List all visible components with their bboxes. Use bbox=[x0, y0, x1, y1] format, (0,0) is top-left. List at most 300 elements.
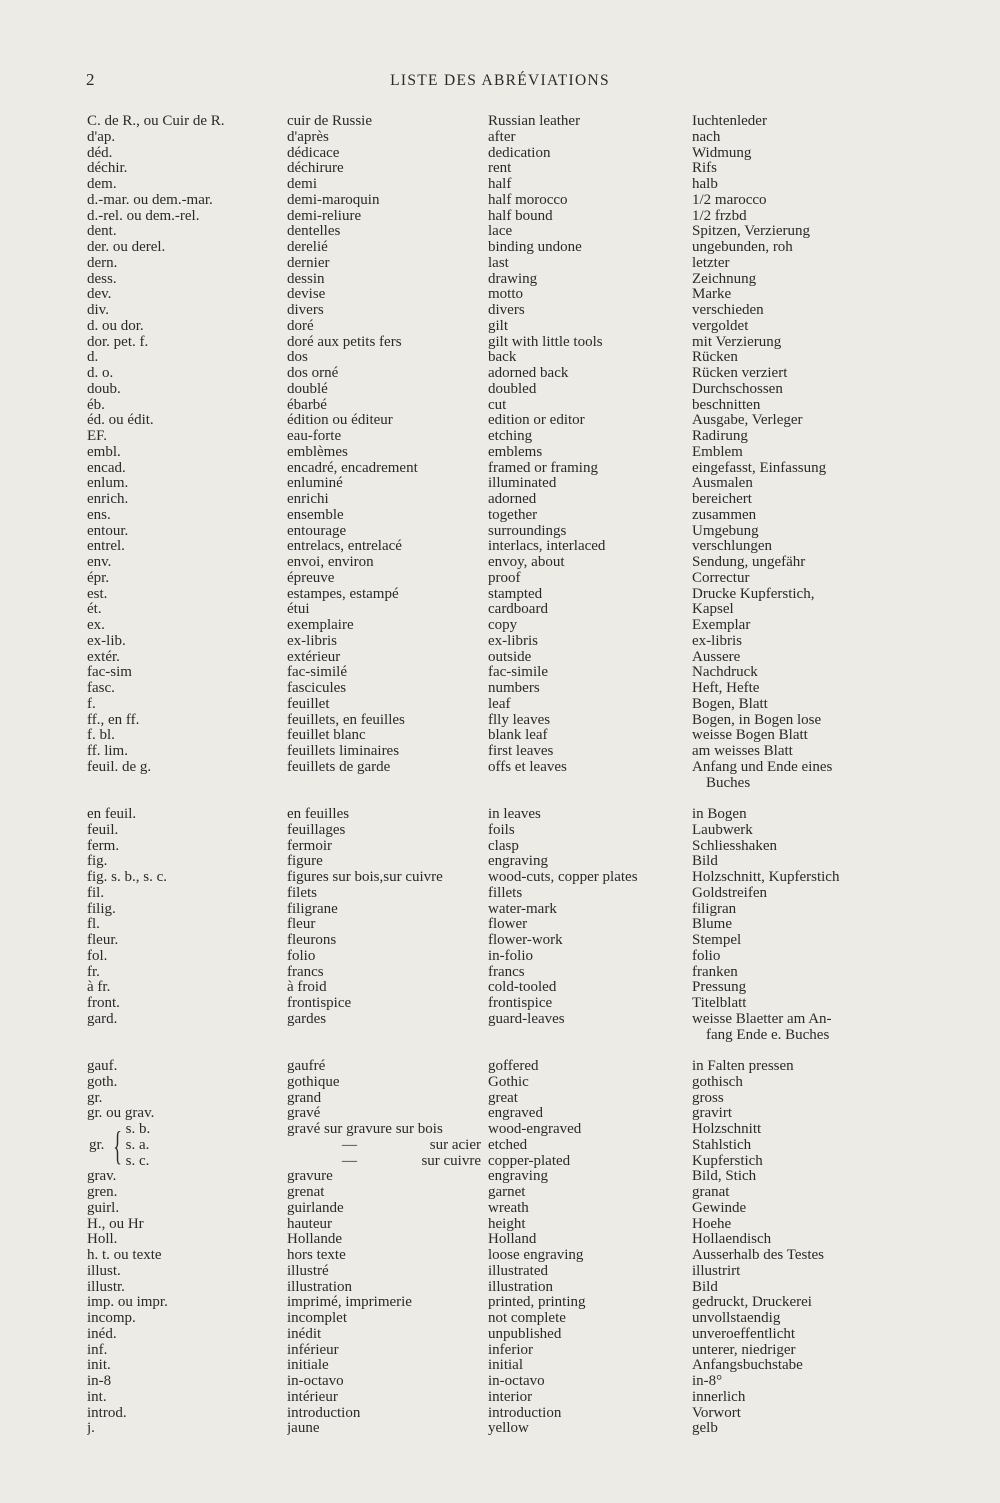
brace-glyph: { bbox=[113, 1122, 123, 1168]
german-term-text: innerlich bbox=[692, 1389, 746, 1405]
german-term-text: vergoldet bbox=[692, 318, 749, 334]
german-term bbox=[692, 193, 897, 209]
german-term bbox=[692, 366, 897, 382]
german-term-text: gelb bbox=[692, 1421, 718, 1437]
english-term: adorned bbox=[488, 492, 537, 507]
abbreviation: enlum. bbox=[87, 476, 129, 492]
english-term: lace bbox=[488, 224, 513, 240]
french-term: étui bbox=[287, 602, 310, 618]
french-term: hors texte bbox=[287, 1248, 346, 1263]
german-term-text: Emblem bbox=[692, 444, 743, 460]
table-row bbox=[0, 429, 1000, 445]
german-term bbox=[692, 980, 897, 996]
french-term: fascicules bbox=[287, 681, 347, 696]
english-term: divers bbox=[488, 303, 525, 318]
german-term-text: Hoehe bbox=[692, 1216, 732, 1232]
french-term: demi-reliure bbox=[287, 208, 362, 224]
french-term: cuir de Russie bbox=[287, 114, 372, 129]
french-term: gaufré bbox=[287, 1059, 326, 1074]
abbreviation: enrich. bbox=[87, 492, 129, 507]
german-term bbox=[692, 161, 897, 177]
german-term-text: eingefasst, Einfassung bbox=[692, 460, 827, 476]
german-term bbox=[692, 602, 897, 618]
abbreviation: Holl. bbox=[87, 1232, 118, 1248]
table-row bbox=[0, 398, 1000, 414]
french-term: guirlande bbox=[287, 1200, 344, 1216]
french-term: envoi, environ bbox=[287, 555, 374, 570]
abbreviation: env. bbox=[87, 555, 112, 570]
german-term bbox=[692, 886, 897, 902]
french-term: fermoir bbox=[287, 838, 332, 854]
english-term: dedication bbox=[488, 145, 551, 161]
french-term: grenat bbox=[287, 1185, 325, 1200]
german-term bbox=[692, 350, 897, 366]
german-term bbox=[692, 382, 897, 398]
french-term: gravure bbox=[287, 1169, 333, 1185]
german-term-text: Rifs bbox=[692, 161, 718, 177]
german-term bbox=[692, 933, 897, 949]
german-term bbox=[692, 492, 897, 508]
abbreviation: extér. bbox=[87, 649, 120, 665]
table-row bbox=[0, 1248, 1000, 1264]
french-term: in-octavo bbox=[287, 1374, 344, 1389]
table-row bbox=[0, 350, 1000, 366]
table-row bbox=[0, 1264, 1000, 1280]
table-row bbox=[0, 130, 1000, 146]
table-row bbox=[0, 1201, 1000, 1217]
german-term-text: filigran bbox=[692, 901, 737, 917]
german-term bbox=[692, 539, 897, 555]
english-term: printed, printing bbox=[488, 1295, 586, 1311]
french-term: en feuilles bbox=[287, 807, 350, 822]
table-row bbox=[0, 476, 1000, 492]
german-term-text: am weisses Blatt bbox=[692, 744, 793, 759]
french-term: figures sur bois,sur cuivre bbox=[287, 870, 443, 885]
english-term: wreath bbox=[488, 1200, 529, 1216]
table-row bbox=[0, 1232, 1000, 1248]
abbreviation: imp. ou impr. bbox=[87, 1295, 168, 1311]
abbreviation: ff., en ff. bbox=[87, 712, 140, 728]
table-row bbox=[0, 839, 1000, 855]
german-term-text: Laubwerk bbox=[692, 822, 753, 838]
french-term-line bbox=[287, 1138, 487, 1154]
abbreviation: gauf. bbox=[87, 1059, 118, 1074]
french-term: imprimé, imprimerie bbox=[287, 1295, 412, 1311]
table-row bbox=[0, 1280, 1000, 1296]
abbreviation: gr. ou grav. bbox=[87, 1106, 155, 1122]
french-term-line bbox=[287, 1154, 487, 1170]
german-term-text: Widmung bbox=[692, 145, 752, 161]
abbreviation: fasc. bbox=[87, 681, 115, 696]
french-term: ex-libris bbox=[287, 633, 337, 649]
english-term: in-octavo bbox=[488, 1374, 545, 1389]
english-term: interlacs, interlaced bbox=[488, 539, 606, 555]
german-term: Kupferstich bbox=[692, 1152, 763, 1169]
english-term: illustrated bbox=[488, 1263, 548, 1279]
german-term bbox=[692, 272, 897, 288]
french-term: sur acier bbox=[429, 1136, 481, 1153]
german-term bbox=[692, 1311, 897, 1327]
french-term: fleurons bbox=[287, 933, 337, 948]
english-term: gilt bbox=[488, 318, 509, 334]
abbreviation: dev. bbox=[87, 287, 112, 303]
abbreviation: encad. bbox=[87, 460, 126, 476]
english-term: copper-plated bbox=[488, 1152, 571, 1169]
table-row bbox=[0, 1311, 1000, 1327]
abbreviation: fig. bbox=[87, 854, 108, 870]
french-term: hauteur bbox=[287, 1216, 332, 1232]
german-term bbox=[692, 1091, 897, 1107]
german-term bbox=[692, 445, 897, 461]
english-term: leaf bbox=[488, 696, 511, 712]
german-term-text: Correctur bbox=[692, 570, 750, 586]
english-term: offs et leaves bbox=[488, 759, 567, 775]
german-term bbox=[692, 555, 897, 571]
german-term: Holzschnitt bbox=[692, 1122, 762, 1137]
german-term-text: ex-libris bbox=[692, 633, 742, 649]
table-row bbox=[0, 539, 1000, 555]
abbreviation: fil. bbox=[87, 885, 105, 901]
german-term-text: Rücken bbox=[692, 350, 738, 366]
table-row bbox=[0, 1295, 1000, 1311]
english-term: surroundings bbox=[488, 523, 567, 539]
german-term-text: verschlungen bbox=[692, 539, 772, 555]
german-term bbox=[692, 1201, 897, 1217]
table-row bbox=[0, 303, 1000, 319]
german-term bbox=[692, 256, 897, 272]
german-term bbox=[692, 335, 897, 351]
table-row bbox=[0, 902, 1000, 918]
english-term: framed or framing bbox=[488, 460, 598, 476]
table-row bbox=[0, 161, 1000, 177]
english-term: introduction bbox=[488, 1405, 562, 1421]
table-row bbox=[0, 571, 1000, 587]
french-term: encadré, encadrement bbox=[287, 460, 418, 476]
table-row bbox=[0, 854, 1000, 870]
german-term bbox=[692, 965, 897, 981]
german-term bbox=[692, 713, 897, 729]
table-row bbox=[0, 949, 1000, 965]
table-row bbox=[0, 272, 1000, 288]
abbreviation: ex. bbox=[87, 618, 105, 633]
abbreviation: gren. bbox=[87, 1185, 118, 1200]
german-term bbox=[692, 807, 897, 823]
german-term bbox=[692, 917, 897, 933]
french-term: introduction bbox=[287, 1405, 361, 1421]
abbreviation: est. bbox=[87, 586, 108, 602]
abbreviation: ét. bbox=[87, 602, 102, 618]
german-term bbox=[692, 114, 897, 130]
german-term-text: mit Verzierung bbox=[692, 334, 782, 350]
german-term-text: in-8° bbox=[692, 1374, 723, 1389]
german-term-text: zusammen bbox=[692, 507, 757, 523]
abbreviation: f. bl. bbox=[87, 728, 115, 744]
german-term-text: Spitzen, Verzierung bbox=[692, 224, 811, 240]
english-term: back bbox=[488, 350, 517, 366]
german-term bbox=[692, 303, 897, 319]
german-term-text: Titelblatt bbox=[692, 996, 747, 1011]
abbreviation: éb. bbox=[87, 397, 105, 413]
german-term bbox=[692, 823, 897, 839]
german-term bbox=[692, 1327, 897, 1343]
german-term bbox=[692, 1012, 897, 1044]
abbreviation: der. ou derel. bbox=[87, 240, 166, 255]
french-term: gothique bbox=[287, 1074, 340, 1090]
german-term-text: in Falten pressen bbox=[692, 1059, 794, 1074]
abbreviation: fol. bbox=[87, 948, 108, 964]
french-term: frontispice bbox=[287, 996, 352, 1011]
german-term-text: Bogen, Blatt bbox=[692, 696, 768, 712]
german-term bbox=[692, 1059, 897, 1075]
english-term: guard-leaves bbox=[488, 1011, 565, 1027]
table-row bbox=[0, 1091, 1000, 1107]
english-term: Russian leather bbox=[488, 114, 581, 129]
english-term: flower-work bbox=[488, 933, 563, 948]
abbreviation: à fr. bbox=[87, 980, 111, 996]
table-row bbox=[0, 634, 1000, 650]
abbreviation: front. bbox=[87, 996, 120, 1011]
english-term: rent bbox=[488, 161, 512, 177]
table-row bbox=[0, 996, 1000, 1012]
english-term: engraved bbox=[488, 1106, 543, 1122]
abbreviation-option: s. c. bbox=[125, 1152, 150, 1169]
english-term: half morocco bbox=[488, 192, 568, 208]
german-term bbox=[692, 1248, 897, 1264]
french-term: demi bbox=[287, 177, 317, 192]
french-term: gravé sur gravure sur bois bbox=[287, 1122, 443, 1137]
french-term: ensemble bbox=[287, 507, 344, 523]
german-term-text: granat bbox=[692, 1185, 730, 1200]
table-row bbox=[0, 1185, 1000, 1201]
english-term: wood-cuts, copper plates bbox=[488, 870, 638, 885]
abbreviation: dem. bbox=[87, 177, 117, 192]
german-term bbox=[692, 1374, 897, 1390]
french-term: fac-similé bbox=[287, 665, 347, 681]
english-term: together bbox=[488, 507, 538, 523]
abbreviation: f. bbox=[87, 696, 96, 712]
table-row bbox=[0, 713, 1000, 729]
german-term bbox=[692, 760, 897, 792]
german-term bbox=[692, 1406, 897, 1422]
abbreviation: introd. bbox=[87, 1405, 127, 1421]
english-term: interior bbox=[488, 1389, 533, 1405]
abbreviation: grav. bbox=[87, 1169, 117, 1185]
german-term-text: Bogen, in Bogen lose bbox=[692, 712, 822, 728]
page-header bbox=[0, 70, 1000, 94]
german-term bbox=[692, 1343, 897, 1359]
german-term-text: Ausserhalb des Testes bbox=[692, 1248, 824, 1263]
table-row bbox=[0, 1327, 1000, 1343]
german-term bbox=[692, 146, 897, 162]
german-term bbox=[692, 587, 897, 603]
german-term bbox=[692, 1280, 897, 1296]
abbreviation: dent. bbox=[87, 224, 117, 240]
table-row bbox=[0, 917, 1000, 933]
german-term bbox=[692, 681, 897, 697]
english-term: cold-tooled bbox=[488, 980, 557, 996]
english-term: stampted bbox=[488, 586, 543, 602]
english-term: garnet bbox=[488, 1185, 526, 1200]
abbreviation: incomp. bbox=[87, 1311, 136, 1326]
table-row bbox=[0, 1169, 1000, 1185]
french-term-group bbox=[287, 1122, 487, 1169]
abbreviation: illustr. bbox=[87, 1279, 125, 1295]
abbreviation: d. bbox=[87, 350, 99, 366]
english-term: motto bbox=[488, 287, 524, 303]
french-term: gravé bbox=[287, 1106, 321, 1122]
abbreviation: embl. bbox=[87, 444, 121, 460]
german-term bbox=[692, 728, 897, 744]
german-term bbox=[692, 224, 897, 240]
german-term-text: Holzschnitt, Kupferstich bbox=[692, 870, 840, 885]
french-term: intérieur bbox=[287, 1389, 338, 1405]
german-term bbox=[692, 665, 897, 681]
french-term: dos bbox=[287, 350, 308, 366]
french-term: grand bbox=[287, 1090, 322, 1106]
french-term: figure bbox=[287, 854, 323, 870]
french-term-line bbox=[287, 1122, 487, 1138]
french-term: dernier bbox=[287, 255, 330, 271]
german-term-text: weisse Blaetter am An- bbox=[692, 1011, 832, 1027]
english-term: initial bbox=[488, 1358, 523, 1374]
french-term: emblèmes bbox=[287, 444, 348, 460]
french-term: entrelacs, entrelacé bbox=[287, 539, 402, 555]
german-term-text: in Bogen bbox=[692, 807, 747, 822]
english-term: fac-simile bbox=[488, 665, 548, 681]
french-term: feuillets de garde bbox=[287, 759, 391, 775]
french-term: exemplaire bbox=[287, 618, 354, 633]
english-term: francs bbox=[488, 964, 525, 980]
english-term: clasp bbox=[488, 838, 519, 854]
abbreviation: inf. bbox=[87, 1342, 108, 1358]
german-term bbox=[692, 476, 897, 492]
table-row bbox=[0, 1390, 1000, 1406]
german-term-text: Bild, Stich bbox=[692, 1169, 757, 1185]
abbreviation: fleur. bbox=[87, 933, 119, 948]
german-term-text: Umgebung bbox=[692, 523, 759, 539]
table-row bbox=[0, 1217, 1000, 1233]
german-term-text: Anfangsbuchstabe bbox=[692, 1358, 803, 1374]
french-term: extérieur bbox=[287, 649, 341, 665]
english-term: fillets bbox=[488, 885, 523, 901]
abbreviation: en feuil. bbox=[87, 807, 137, 822]
abbreviation: goth. bbox=[87, 1074, 118, 1090]
english-term: cardboard bbox=[488, 602, 548, 618]
german-term bbox=[692, 697, 897, 713]
abbreviation: ens. bbox=[87, 507, 111, 523]
german-term bbox=[692, 209, 897, 225]
table-row bbox=[0, 224, 1000, 240]
abbreviations-table bbox=[0, 114, 1000, 1437]
abbreviation: d. ou dor. bbox=[87, 318, 144, 334]
french-term: derelié bbox=[287, 240, 328, 255]
table-row bbox=[0, 1374, 1000, 1390]
german-term bbox=[692, 744, 897, 760]
german-term-text: Durchschossen bbox=[692, 381, 783, 397]
german-term-text: Pressung bbox=[692, 980, 747, 996]
french-term: doré bbox=[287, 318, 314, 334]
french-term: devise bbox=[287, 287, 326, 303]
english-term: loose engraving bbox=[488, 1248, 584, 1263]
english-term: after bbox=[488, 129, 516, 145]
german-term bbox=[692, 1295, 897, 1311]
english-term: numbers bbox=[488, 681, 540, 696]
german-term-text: Drucke Kupferstich, bbox=[692, 586, 815, 602]
german-term-text: Ausgabe, Verleger bbox=[692, 413, 803, 429]
german-term-text: Hollaendisch bbox=[692, 1232, 772, 1248]
english-term: copy bbox=[488, 618, 518, 633]
abbreviation: feuil. de g. bbox=[87, 759, 152, 775]
abbreviation: d.-rel. ou dem.-rel. bbox=[87, 208, 200, 224]
table-row bbox=[0, 461, 1000, 477]
german-term bbox=[692, 1217, 897, 1233]
english-term: foils bbox=[488, 822, 515, 838]
abbreviation: entour. bbox=[87, 523, 129, 539]
abbreviation: d.-mar. ou dem.-mar. bbox=[87, 192, 213, 208]
grouped-row bbox=[0, 1122, 1000, 1169]
english-term: flower bbox=[488, 917, 528, 933]
dash-mark: — bbox=[342, 1152, 357, 1169]
german-term-text: franken bbox=[692, 964, 738, 980]
table-row bbox=[0, 760, 1000, 792]
abbreviation: d'ap. bbox=[87, 129, 116, 145]
french-term: déchirure bbox=[287, 161, 344, 177]
abbreviation: h. t. ou texte bbox=[87, 1248, 162, 1263]
german-term-text: Radirung bbox=[692, 429, 748, 444]
abbreviation: j. bbox=[87, 1421, 95, 1437]
table-row bbox=[0, 1343, 1000, 1359]
abbreviation: d. o. bbox=[87, 366, 114, 381]
table-row bbox=[0, 413, 1000, 429]
english-term: drawing bbox=[488, 271, 538, 287]
german-term-continuation: fang Ende e. Buches bbox=[706, 1026, 830, 1043]
english-term: inferior bbox=[488, 1342, 533, 1358]
french-term: filigrane bbox=[287, 901, 338, 917]
abbreviation: dor. pet. f. bbox=[87, 334, 149, 350]
german-term-group bbox=[692, 1122, 897, 1169]
english-term: first leaves bbox=[488, 744, 554, 759]
english-term: great bbox=[488, 1090, 518, 1106]
table-row bbox=[0, 1358, 1000, 1374]
english-term: illustration bbox=[488, 1279, 553, 1295]
abbreviation: entrel. bbox=[87, 539, 125, 555]
french-term: feuillet bbox=[287, 696, 330, 712]
german-term bbox=[692, 177, 897, 193]
english-term: in leaves bbox=[488, 807, 541, 822]
abbreviation: feuil. bbox=[87, 822, 119, 838]
english-term: Gothic bbox=[488, 1074, 529, 1090]
abbreviation: int. bbox=[87, 1389, 107, 1405]
table-row bbox=[0, 618, 1000, 634]
german-term bbox=[692, 429, 897, 445]
french-term: à froid bbox=[287, 980, 327, 996]
german-term-text: Rücken verziert bbox=[692, 366, 788, 381]
german-term bbox=[692, 130, 897, 146]
german-term bbox=[692, 870, 897, 886]
table-row bbox=[0, 445, 1000, 461]
german-term-text: unvollstaendig bbox=[692, 1311, 781, 1326]
abbreviation: guirl. bbox=[87, 1200, 120, 1216]
abbreviation: div. bbox=[87, 303, 109, 318]
german-term bbox=[692, 839, 897, 855]
german-term bbox=[692, 240, 897, 256]
german-term bbox=[692, 1169, 897, 1185]
english-term: etching bbox=[488, 429, 533, 444]
german-term-text: Vorwort bbox=[692, 1405, 741, 1421]
german-term bbox=[692, 461, 897, 477]
german-term-text: Marke bbox=[692, 287, 732, 303]
german-term-text: letzter bbox=[692, 255, 730, 271]
